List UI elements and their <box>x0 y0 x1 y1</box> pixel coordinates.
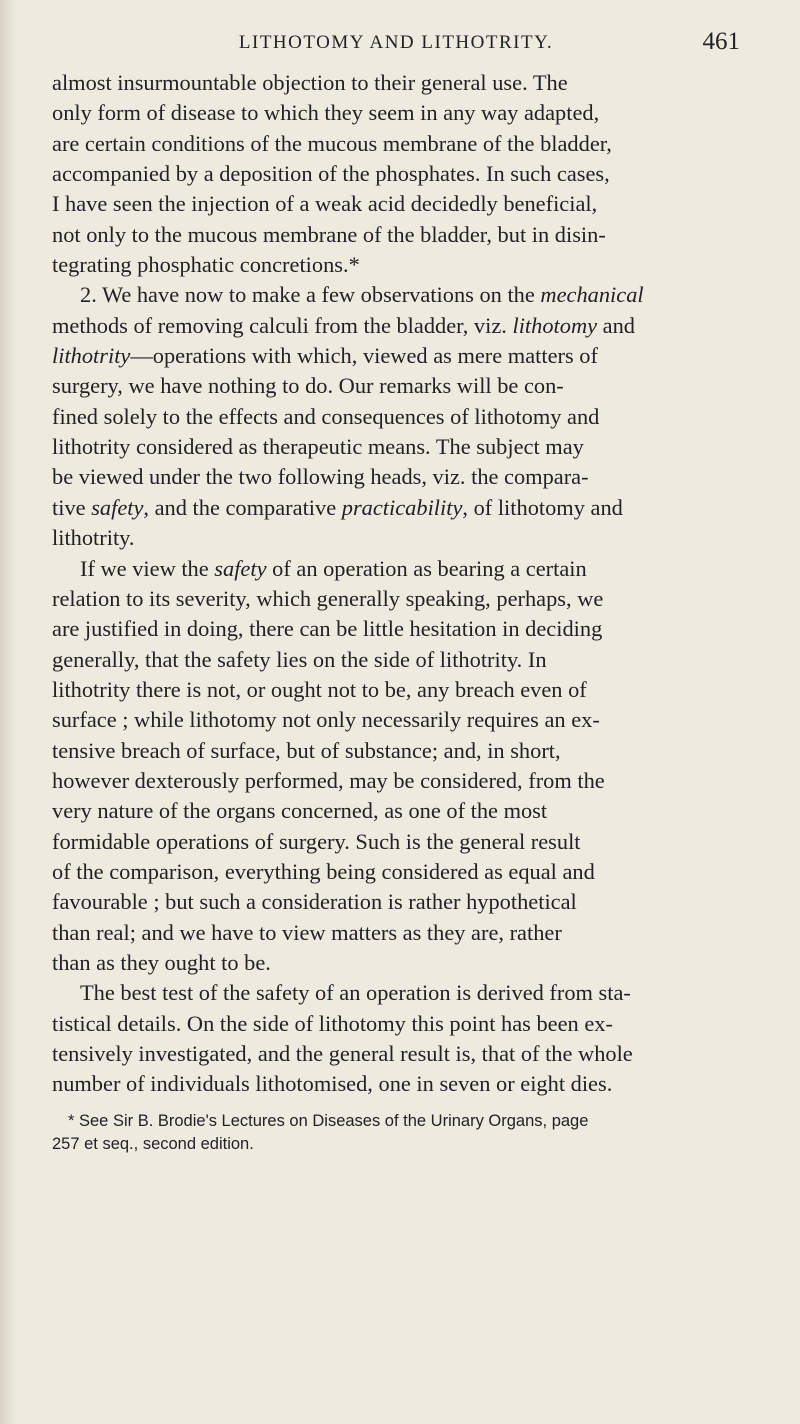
text-line: methods of removing calculi from the bladder, viz. lithotomy and <box>52 312 635 338</box>
text-line: tistical details. On the side of lithotomy this point has been ex- <box>52 1010 613 1036</box>
text-line: of the comparison, everything being considered as equal and <box>52 858 595 884</box>
page-gutter-shadow <box>0 0 14 1424</box>
text-line: I have seen the injection of a weak acid decidedly beneficial, <box>52 191 598 217</box>
text-line: tegrating phosphatic concretions.* <box>52 252 360 278</box>
body-text <box>52 68 740 1100</box>
text-line: generally, that the safety lies on the side of lithotrity. In <box>52 646 547 672</box>
footnote-line: 257 et seq., second edition. <box>52 1134 254 1153</box>
text-line: be viewed under the two following heads, viz. the compara- <box>52 464 589 490</box>
text-line: are certain conditions of the mucous membrane of the bladder, <box>52 130 612 156</box>
text-line: accompanied by a deposition of the phosphates. In such cases, <box>52 161 610 187</box>
text-line: The best test of the safety of an operation is derived from sta- <box>80 980 631 1006</box>
text-line: tive safety, and the comparative practicability, of lithotomy and <box>52 494 623 520</box>
paragraph-statistics <box>52 978 740 1099</box>
text-line: than as they ought to be. <box>52 949 271 975</box>
text-line: formidable operations of surgery. Such is the general result <box>52 828 581 854</box>
text-line: are justified in doing, there can be little hesitation in deciding <box>52 616 603 642</box>
text-line: very nature of the organs concerned, as one of the most <box>52 798 548 824</box>
paragraph-safety <box>52 554 740 979</box>
footnote <box>52 1110 740 1156</box>
text-line: tensively investigated, and the general result is, that of the whole <box>52 1041 633 1066</box>
text-line: number of individuals lithotomised, one in seven or eight dies. <box>52 1071 613 1097</box>
footnote-line: * See Sir B. Brodie's Lectures on Diseases of the Urinary Organs, page <box>68 1111 589 1130</box>
text-line: lithotrity considered as therapeutic means. The subject may <box>52 434 584 460</box>
text-line: not only to the mucous membrane of the bladder, but in disin- <box>52 221 606 247</box>
page-number: 461 <box>702 28 740 55</box>
text-line: favourable ; but such a consideration is rather hypothetical <box>52 889 577 915</box>
text-line: relation to its severity, which generally speaking, perhaps, we <box>52 585 604 611</box>
paragraph-continued <box>52 68 740 280</box>
text-line: however dexterously performed, may be considered, from the <box>52 767 605 793</box>
text-line: almost insurmountable objection to their general use. The <box>52 70 568 95</box>
text-line: lithotrity there is not, or ought not to be, any breach even of <box>52 676 587 702</box>
text-line: 2. We have now to make a few observations on the mechanical <box>80 282 644 308</box>
text-line: surface ; while lithotomy not only necessarily requires an ex- <box>52 707 600 733</box>
text-line: If we view the safety of an operation as bearing a certain <box>80 555 587 581</box>
text-line: than real; and we have to view matters as they are, rather <box>52 919 562 945</box>
text-line: fined solely to the effects and consequences of lithotomy and <box>52 403 600 429</box>
text-line: surgery, we have nothing to do. Our remarks will be con- <box>52 373 564 399</box>
text-line: tensive breach of surface, but of substance; and, in short, <box>52 737 561 763</box>
book-page <box>52 28 740 1156</box>
page-header <box>52 28 740 62</box>
running-head: LITHOTOMY AND LITHOTRITY. <box>238 32 554 53</box>
text-line: only form of disease to which they seem in any way adapted, <box>52 100 600 126</box>
paragraph-mechanical-methods <box>52 280 740 553</box>
text-line: lithotrity. <box>52 525 135 551</box>
text-line: lithotrity—operations with which, viewed as mere matters of <box>52 343 598 369</box>
